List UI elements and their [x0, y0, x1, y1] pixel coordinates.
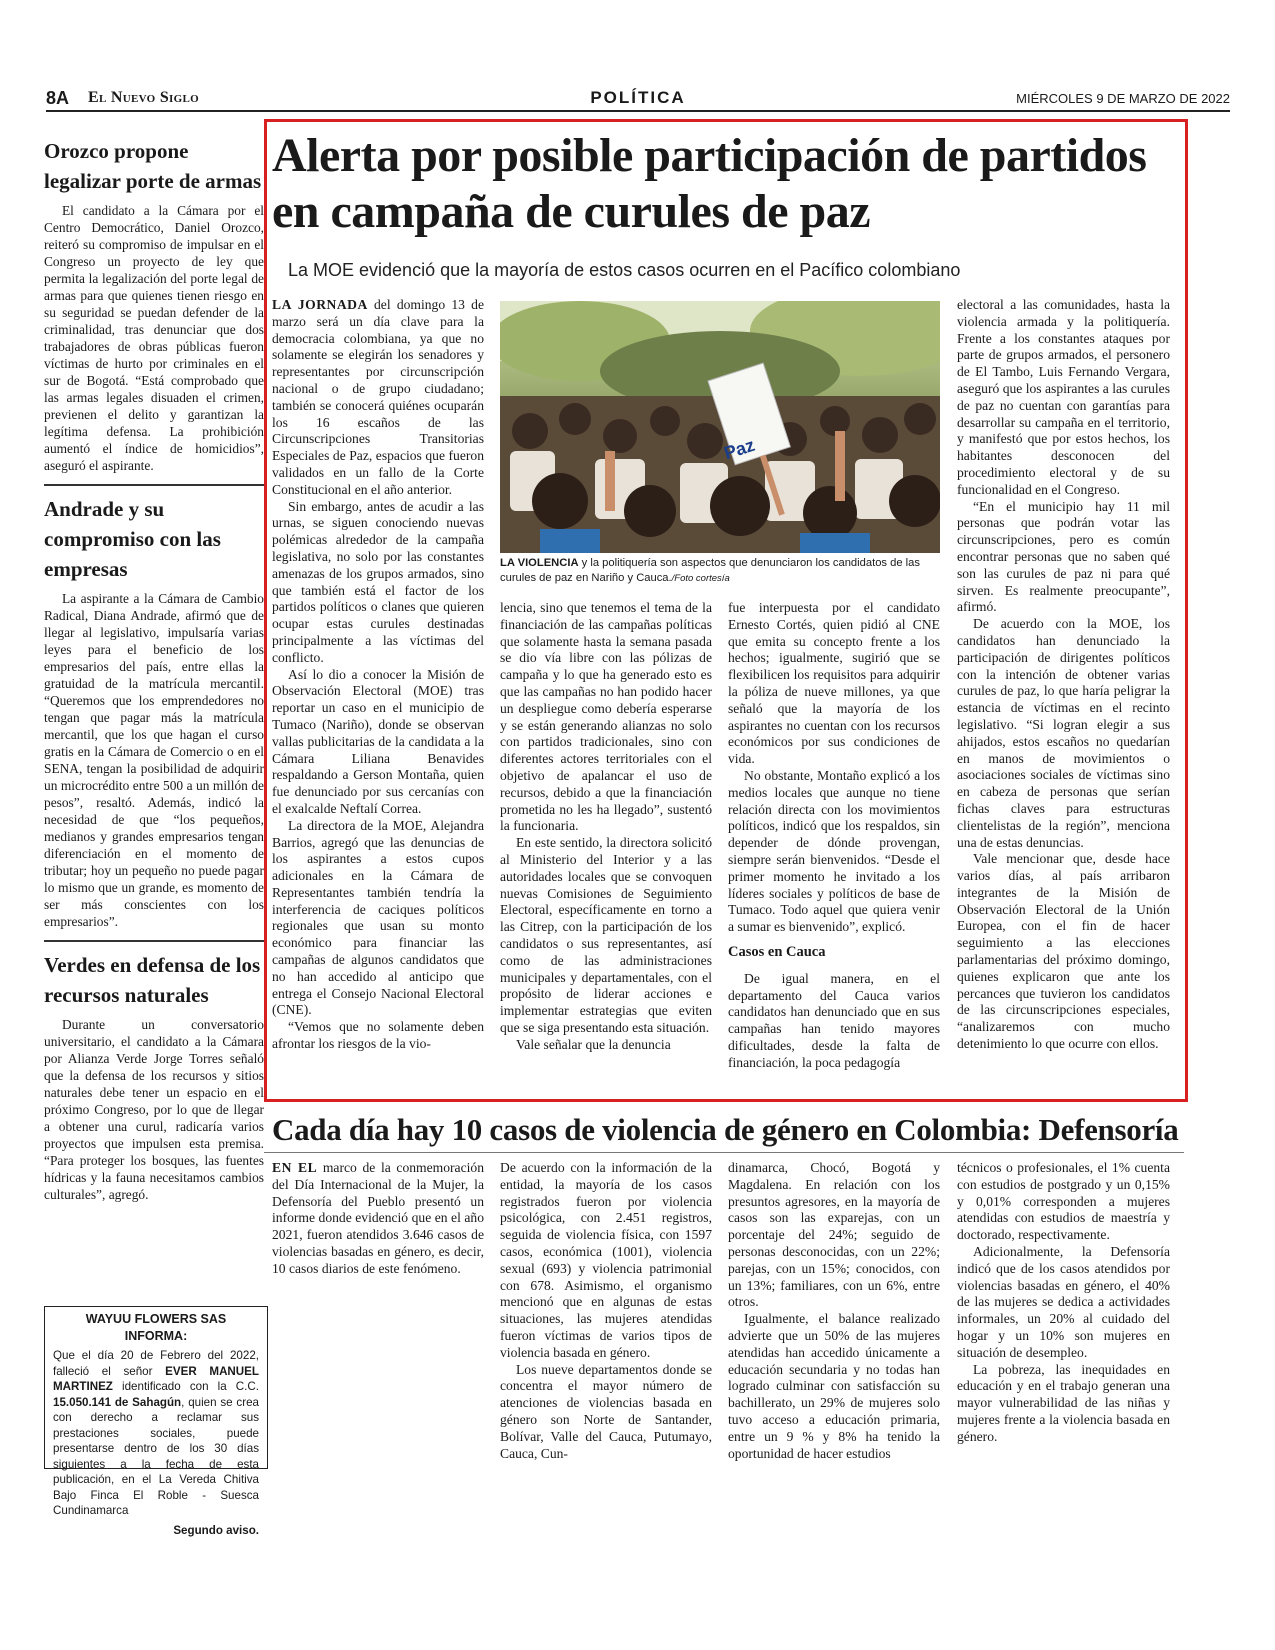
newspaper-name: El Nuevo Siglo	[88, 89, 199, 106]
main-deck: La MOE evidenció que la mayoría de estos casos ocurren en el Pacífico colombiano	[288, 260, 961, 280]
brief-divider	[44, 940, 264, 942]
section-title: POLÍTICA	[590, 88, 686, 107]
brief-1-body: El candidato a la Cámara por el Centro Democrático, Daniel Orozco, reiteró su compromiso de impulsar en el Congreso un proyecto de ley que permita la legalización del porte legal de armas para que quienes tienen riesgo en su seguridad se puedan defender de la criminalidad, tras denunciar que dos trabajadores de obras públicas fueron víctimas de hurto por criminales en el sur de Bogotá. “Está comprobado que las armas legales disuaden el crimen, previenen el delito y garantizan la legítima defensa. La prohibición aumentó el índice de homicidios”, aseguró el aspirante.	[44, 203, 264, 473]
main-headline: Alerta por posible participación de partidos en campaña de curules de paz	[272, 129, 1147, 238]
brief-2-title: Andrade y su compromiso con las empresas	[44, 497, 221, 581]
page-number: 8A	[46, 88, 70, 108]
paragraph: Igualmente, el balance realizado advierte que un 50% de las mujeres atendidas han accedido únicamente a educación secundaria y no todas han logrado culminar con satisfacción su bachillerato, un 29% de mujeres solo tuvo acceso a educación primaria, entre un 9 % y 8% ha tenido la oportunidad de hacer estudios	[728, 1311, 940, 1461]
brief-2-body: La aspirante a la Cámara de Cambio Radical, Diana Andrade, afirmó que de llegar al legislativo, impulsaría varias leyes para el beneficio de los empresarios del país, entre ellas la gratuidad de la matrícula mercantil. “Queremos que los emprendedores no tengan que pagar más la matrícula mercantil, que los que hagan el curso gratis en la Cámara de Comercio o en el SENA, tengan la posibilidad de adquirir un microcrédito entre 500 a un millón de pesos”, resaltó. Además, indicó la necesidad de que “los pequeños, medianos y grandes empresarios tengan diferenciación en el momento de tributar; hoy un pequeño no puede pagar lo mismo que un grande, es momento de ser más conscientes con los empresarios”.	[44, 591, 264, 929]
brief-3-title: Verdes en defensa de los recursos naturales	[44, 953, 261, 1007]
headline-rule	[264, 1152, 1184, 1153]
notice-signature: Segundo aviso.	[173, 1523, 259, 1537]
photo-caption	[500, 556, 940, 586]
caption-text: y la politiquería son aspectos que denunciaron los candidatos de las curules de paz en Nariño y Cauca.	[500, 557, 920, 584]
brief-1-title: Orozco propone legalizar porte de armas	[44, 139, 262, 193]
sidebar-briefs	[44, 136, 264, 1203]
paragraph: lencia, sino que tenemos el tema de la financiación de las campañas políticas que solamente hasta la semana pasada se dio vía libre con las pólizas de campaña y lo que ha generado esto es que las campañas no han podido hacer un despliegue como debería esperarse y se están generando alianzas no solo con partidos tradicionales, sino con diferentes actores territoriales con el objetivo de apalancar el uso de recursos, debido a que la financiación prometida no les ha llegado”, sustentó la funcionaria.	[500, 600, 712, 834]
crowd-photo-illustration	[500, 301, 940, 553]
second-column-4	[957, 1160, 1170, 1446]
brief-divider	[44, 484, 264, 486]
paragraph: La pobreza, las inequidades en educación y en el trabajo generan una mayor vulnerabilidad de las niñas y mujeres frente a la violencia basada en género.	[957, 1361, 1170, 1444]
paragraph: Vale mencionar que, desde hace varios días, al país arribaron integrantes de la Misión de Observación Electoral de la Unión Europea, con el fin de hacer seguimiento a las elecciones parlamentarias del próximo domingo, quienes explicaron que ante los percances que tuvieron los candidatos de las circunscripciones especiales, “analizaremos con mucho detenimiento lo que ocurre con ellos.	[957, 851, 1170, 1052]
lead-in: LA JORNADA	[272, 297, 368, 312]
paragraph: La directora de la MOE, Alejandra Barrios, agregó que las denuncias de los aspirantes a estos cupos adicionales en la Cámara de Representantes también tendría la interferencia de caciques políticos regionales que usan su monto económico para financiar las campañas de algunos candidatos que no han accedido al anticipo que entrega el Consejo Nacional Electoral (CNE).	[272, 817, 484, 1018]
notice-deceased-name: EVER MANUEL MARTINEZ	[53, 1364, 259, 1393]
photo-sign-text: Paz	[721, 434, 758, 464]
issue-date: MIÉRCOLES 9 DE MARZO DE 2022	[1016, 91, 1230, 106]
notice-company: WAYUU FLOWERS SAS	[85, 1312, 227, 1326]
paragraph: dinamarca, Chocó, Bogotá y Magdalena. En relación con los presuntos agresores, en la mayoría de casos son las exparejas, con un porcentaje del 24%; seguido de personas desconocidas, con un 22%; parejas, con un 15%; conocidos, con un 13%; familiares, con un 6%, entre otros.	[728, 1160, 940, 1310]
main-column-3	[728, 600, 940, 1072]
notice-text: Que el día 20 de Febrero del 2022, falleció el señor	[53, 1349, 259, 1378]
paragraph	[272, 1160, 484, 1278]
main-column-4	[957, 297, 1170, 1053]
paragraph: electoral a las comunidades, hasta la violencia armada y la politiquería. Frente a los constantes ataques por parte de grupos armados, el personero de El Tambo, Luis Fernando Vergara, aseguró que los aspirantes a las curules de paz no cuentan con garantías para desarrollar su campaña en el territorio, y manifestó que por estos hechos, los habitantes desconocen del procedimiento electoral y de su funcionalidad en el Congreso.	[957, 297, 1170, 497]
paragraph: técnicos o profesionales, el 1% cuenta con estudios de postgrado y un 0,15% y 0,01% corresponden a mujeres atendidas con estudios de maestría y doctorado, respectivamente.	[957, 1160, 1170, 1243]
main-column-1	[272, 297, 484, 1053]
paragraph: Adicionalmente, la Defensoría indicó que de los casos atendidos por violencias basadas en género, el 40% de las mujeres se dedica a actividades informales, un 20% al cuidado del hogar y un 10% son mujeres en situación de desempleo.	[957, 1243, 1170, 1360]
paragraph: En este sentido, la directora solicitó al Ministerio del Interior y a las autoridades locales que se convoquen nuevas Comisiones de Seguimiento Electoral, específicamente en torno a las Citrep, con la participación de los candidatos o sus representantes, así como de las administraciones municipales y departamentales, con el propósito de liderar acciones e implementar estrategias que eviten que se siga presentando esta situación.	[500, 835, 712, 1035]
paragraph: Sin embargo, antes de acudir a las urnas, se siguen conociendo nuevas polémicas alrededor de la campaña legislativa, no solo por las constantes amenazas de los grupos armados, sino que también está el factor de los partidos políticos o clanes que quieren ocupar estas curules destinadas principalmente a las víctimas del conflicto.	[272, 498, 484, 665]
paragraph: De acuerdo con la MOE, los candidatos han denunciado la participación de dirigentes políticos con la intención de obtener varias curules de paz, lo que haría peligrar la estancia de víctimas en el recinto legislativo. “Si logran elegir a sus ahijados, estos escaños no quedarían en manos de movimientos o asociaciones sociales de víctimas sino en cabeza de personas que serían fichas claves para estructuras clientelistas de la región”, menciona una de estas denuncias.	[957, 616, 1170, 850]
main-photo	[500, 301, 940, 553]
paragraph	[272, 297, 484, 499]
second-column-3	[728, 1160, 940, 1462]
notice-id-number: 15.050.141 de Sahagún	[53, 1395, 182, 1409]
page-header	[46, 88, 1230, 112]
notice-text: , quien se crea con derecho a reclamar sus prestaciones sociales, puede presentarse dentro de los 30 días siguientes a la fecha de esta publicación, en el La Vereda Chitiva Bajo Finca El Roble - Suesca Cundinamarca	[53, 1395, 259, 1517]
main-column-2	[500, 600, 712, 1054]
paragraph: Vale señalar que la denuncia	[516, 1036, 671, 1052]
legal-notice	[44, 1306, 268, 1537]
paragraph: Así lo dio a conocer la Misión de Observación Electoral (MOE) tras reportar un caso en el municipio de Tumaco (Nariño), donde se observan vallas publicitarias de la candidata a la Cámara Liliana Benavides respaldando a Gerson Montaña, quien fue denunciado por sus cercanías con el exalcalde Neftalí Correa.	[272, 666, 484, 816]
notice-heading: INFORMA:	[124, 1329, 188, 1343]
caption-lead: LA VIOLENCIA	[500, 557, 579, 569]
notice-body	[53, 1348, 259, 1519]
paragraph: “Vemos que no solamente deben afrontar los riesgos de la vio-	[272, 1019, 484, 1052]
lead-in: EN EL	[272, 1160, 318, 1175]
paragraph-text: marco de la conmemoración del Día Internacional de la Mujer, la Defensoría del Pueblo presentó un informe donde evidenció que en el año 2021, fueron atendidos 3.646 casos de violencias basadas en género, es decir, 10 casos diarios de este fenómeno.	[272, 1160, 484, 1276]
paragraph: “En el municipio hay 11 mil personas que podrán votar las circunscripciones, pero es común encontrar personas que no saben qué son las curules de paz ni para qué sirven. Es realmente preocupante”, afirmó.	[957, 498, 1170, 615]
subheading: Casos en Cauca	[728, 943, 826, 960]
second-column-2	[500, 1160, 712, 1462]
second-column-1	[272, 1160, 484, 1278]
paragraph: Los nueve departamentos donde se concentra el mayor número de atenciones de violencias basada en género son Norte de Santander, Bolívar, Valle del Cauca, Putumayo, Cauca, Cun-	[500, 1361, 712, 1461]
paragraph: fue interpuesta por el candidato Ernesto Cortés, quien pidió al CNE que emita su concepto frente a los hechos; igualmente, sugirió que se flexibilicen los requisitos para adquirir la póliza de nueve millones, ya que señaló que la mayoría de los aspirantes no cuentan con los recursos económicos por sus condiciones de vida.	[728, 600, 940, 767]
paragraph: De acuerdo con la información de la entidad, la mayoría de los casos registrados fueron por violencia psicológica, con 2.451 registros, seguida de violencia física, con 1597 casos, económica (1001), violencia sexual (693) y violencia patrimonial con 678. Asimismo, el organismo mencionó que en algunas de estas situaciones, las mujeres atendidas fueron víctimas de varios tipos de violencia basada en género.	[500, 1160, 712, 1360]
photo-credit: /Foto cortesía	[671, 572, 730, 584]
paragraph: No obstante, Montaño explicó a los medios locales que aunque no tiene relación directa con los movimientos políticos, indicó que los respaldos, sin depender de dónde provengan, siempre serán bienvenidos. “Desde el primer momento he invitado a los líderes sociales y políticos de base de Tumaco. Todo aquel que quiera venir a sumar es bienvenido”, explicó.	[728, 767, 940, 935]
paragraph: De igual manera, en el departamento del Cauca varios candidatos han denunciado que en sus campañas han tenido mayores dificultades, desde la falta de financiación, la poca pedagogía	[728, 970, 940, 1070]
paragraph-text: del domingo 13 de marzo será un día clave para la democracia colombiana, ya que no solamente se elegirán los senadores y representantes por circunscripción nacional o de grupo ciudadano; también se conocerá quiénes ocuparán los 16 escaños de las Circunscripciones Transitorias Especiales de Paz, espacios que fueron validados en un fallo de la Corte Constitucional en el año anterior.	[272, 297, 484, 497]
brief-3-body: Durante un conversatorio universitario, el candidato a la Cámara por Alianza Verde Jorge Torres señaló que la defensa de los recursos y sitios naturales debe tener un espacio en el próximo Congreso, por lo que de llegar a obtener una curul, radicaría varios proyectos que impulsen esta premisa. “Para proteger los bosques, las fuentes hídricas y la fauna necesitamos cambios culturales”, agregó.	[44, 1017, 264, 1202]
notice-text: identificado con la C.C.	[112, 1380, 259, 1393]
second-headline: Cada día hay 10 casos de violencia de género en Colombia: Defensoría	[272, 1112, 1179, 1147]
